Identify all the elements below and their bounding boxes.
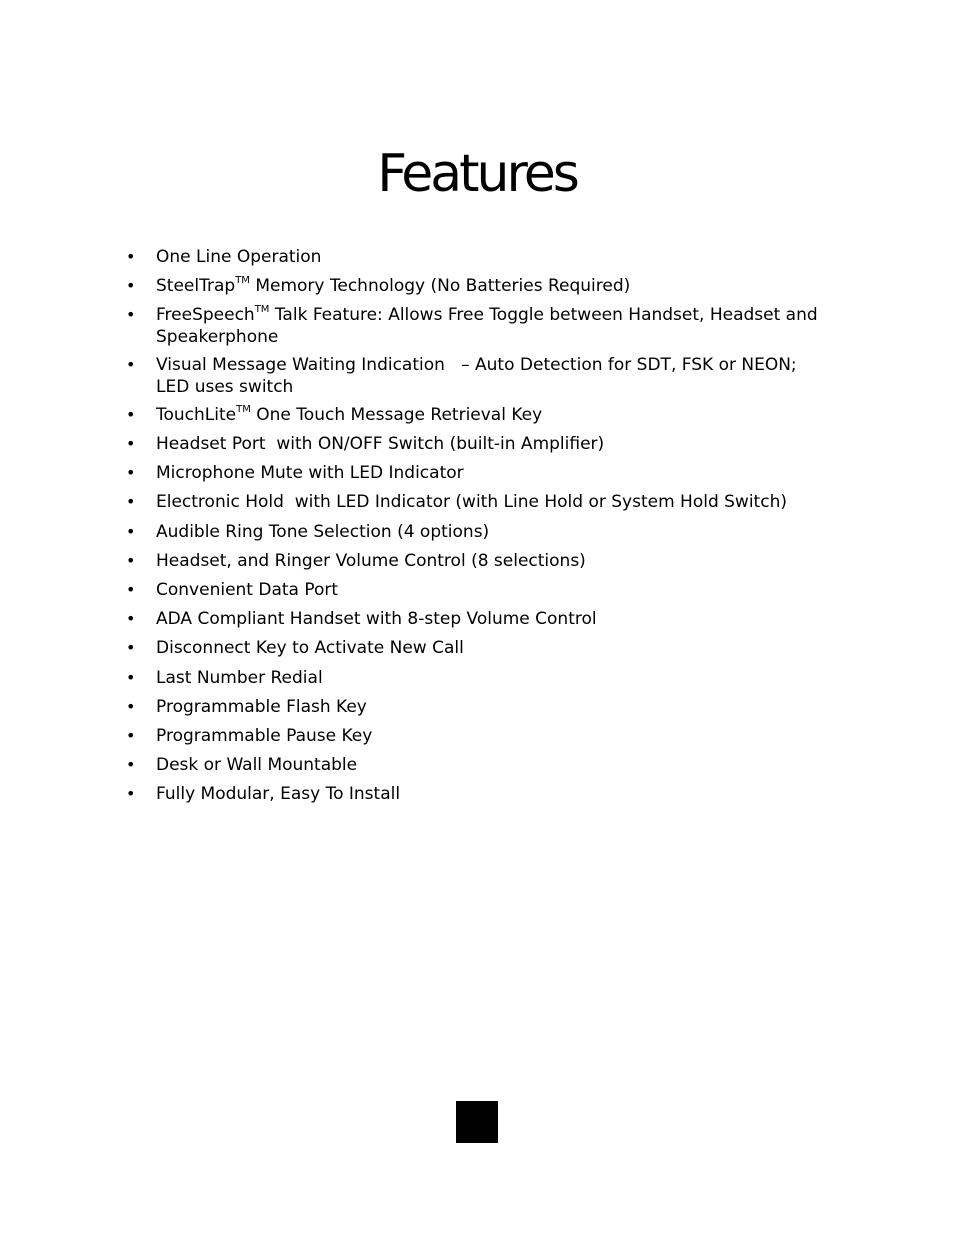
list-item [126,579,856,601]
list-item [126,491,916,513]
bullet-icon: • [126,492,136,511]
list-item [126,696,856,718]
list-item [126,637,856,659]
feature-text: Last Number Redial [156,668,323,688]
list-item [126,304,856,348]
bullet-icon: • [126,276,136,295]
bullet-icon: • [126,405,136,424]
bullet-icon: • [126,726,136,745]
feature-text: TouchLite [156,405,237,425]
feature-text: FreeSpeech [156,305,255,325]
feature-text: SteelTrap [156,276,236,296]
list-item [126,275,856,297]
trademark-mark: TM [235,275,250,286]
feature-text: ADA Compliant Handset with 8-step Volume Control [156,609,597,629]
list-item [126,783,856,805]
feature-text: Electronic Hold with LED Indicator (with Line Hold or System Hold Switch) [156,492,787,512]
list-item [126,667,856,689]
list-item [126,246,856,268]
list-item [126,354,826,398]
feature-text: Visual Message Waiting Indication – Auto Detection for SDT, FSK or NEON; LED uses switch [156,355,797,397]
list-item [126,404,856,426]
feature-text: Audible Ring Tone Selection (4 options) [156,522,490,542]
bullet-icon: • [126,697,136,716]
trademark-mark: TM [236,404,251,415]
list-item [126,725,856,747]
feature-text-rest: Memory Technology (No Batteries Required) [249,276,631,296]
list-item [126,433,856,455]
bullet-icon: • [126,522,136,541]
bullet-icon: • [126,355,136,374]
trademark-mark: TM [254,304,270,315]
bullet-icon: • [126,463,136,482]
page-title: Features [377,144,577,204]
list-item [126,608,856,630]
bullet-icon: • [126,305,136,324]
feature-text: Convenient Data Port [156,580,339,600]
bullet-icon: • [126,638,136,657]
feature-text: Disconnect Key to Activate New Call [156,638,464,658]
feature-text: Headset Port with ON/OFF Switch (built-in Amplifier) [156,434,605,454]
feature-text: Microphone Mute with LED Indicator [156,463,464,483]
bullet-icon: • [126,580,136,599]
bullet-icon: • [126,247,136,266]
list-item [126,521,856,543]
feature-text: One Line Operation [156,247,322,267]
feature-text: Headset, and Ringer Volume Control (8 selections) [156,551,586,571]
bullet-icon: • [126,434,136,453]
list-item [126,754,856,776]
page-number-block [456,1101,498,1143]
bullet-icon: • [126,551,136,570]
feature-text: Programmable Pause Key [156,726,373,746]
feature-text-rest: Talk Feature: Allows Free Toggle between Handset, Headset and Speakerphone [156,305,818,347]
bullet-icon: • [126,668,136,687]
feature-text: Programmable Flash Key [156,697,367,717]
feature-text: Fully Modular, Easy To Install [156,784,401,804]
feature-text-rest: One Touch Message Retrieval Key [250,405,543,425]
list-item [126,462,856,484]
feature-text: Desk or Wall Mountable [156,755,358,775]
list-item [126,550,856,572]
bullet-icon: • [126,755,136,774]
bullet-icon: • [126,784,136,803]
bullet-icon: • [126,609,136,628]
